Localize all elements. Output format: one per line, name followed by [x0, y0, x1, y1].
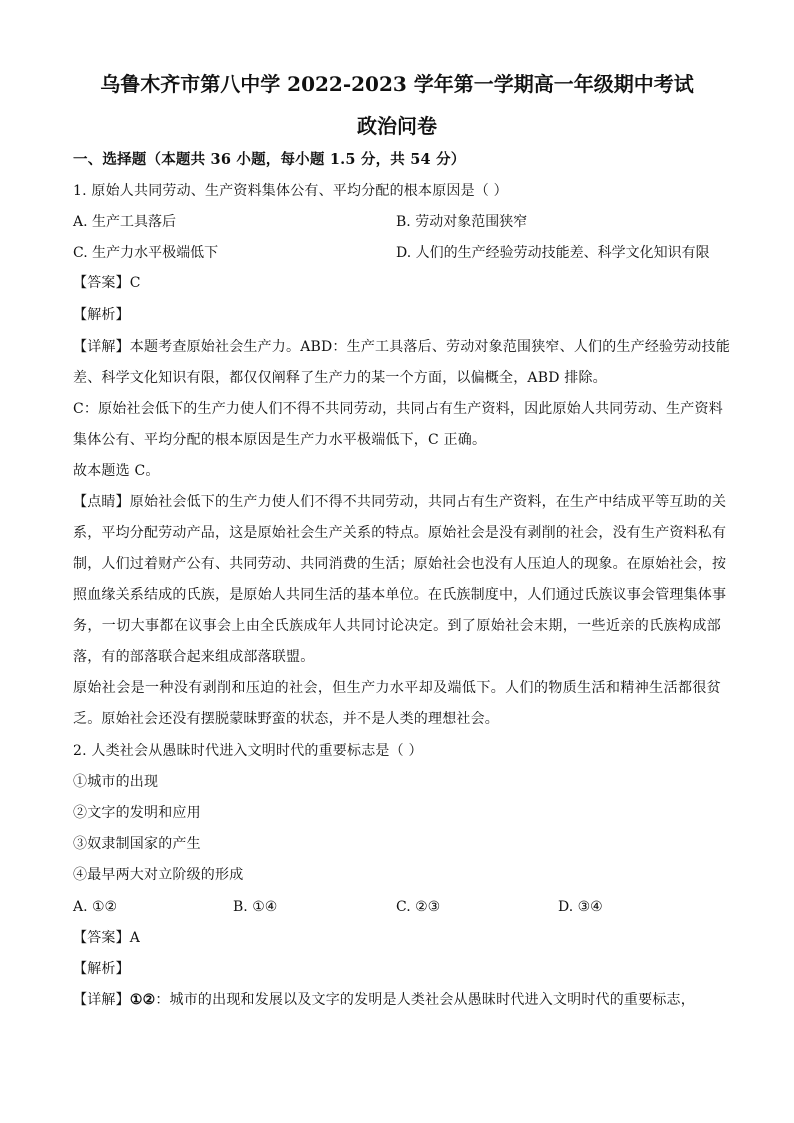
- exam-subtitle: 政治问卷: [357, 114, 437, 138]
- q1-option-a: A. 生产工具落后: [73, 214, 177, 230]
- q2-detail-text: ：城市的出现和发展以及文字的发明是人类社会从愚昧时代进入文明时代的重要标志，: [155, 992, 695, 1008]
- q1-stem: 1. 原始人共同劳动、生产资料集体公有、平均分配的根本原因是（ ）: [73, 183, 508, 199]
- q2-item-1: ①城市的出现: [73, 774, 159, 790]
- q1-comment-line-7: 原始社会是一种没有剥削和压迫的社会，但生产力水平却及端低下。人们的物质生活和精神生活都很贫: [73, 680, 721, 696]
- q2-detail-line-1: [73, 990, 721, 1010]
- q1-comment-line-8: 乏。原始社会还没有摆脱蒙昧野蛮的状态，并不是人类的理想社会。: [73, 711, 499, 727]
- q1-comment-line-6: 落，有的部落联合起来组成部落联盟。: [73, 649, 315, 665]
- q2-item-3: ③奴隶制国家的产生: [73, 836, 201, 852]
- q1-detail-line-2: 差、科学文化知识有限，都仅仅阐释了生产力的某一个方面，以偏概全，ABD 排除。: [73, 370, 607, 386]
- q1-option-c: C. 生产力水平极端低下: [73, 245, 219, 261]
- q1-comment-line-1: 【点睛】原始社会低下的生产力使人们不得不共同劳动，共同占有生产资料，在生产中结成平等互助的关: [73, 494, 727, 510]
- q1-detail-line-3: C：原始社会低下的生产力使人们不得不共同劳动，共同占有生产资料，因此原始人共同劳动、生产资料: [73, 401, 723, 417]
- q1-detail-line-5: 故本题选 C。: [73, 463, 160, 479]
- q1-comment-line-3: 制，人们过着财产公有、共同劳动、共同消费的生活；原始社会也没有人压迫人的现象。在原始社会，按: [73, 556, 727, 572]
- q2-option-b: B. ①④: [233, 899, 278, 915]
- q2-detail-label: 【详解】: [73, 992, 130, 1008]
- q2-analysis-label: 【解析】: [73, 961, 130, 977]
- q1-comment-line-5: 务，一切大事都在议事会上由全氏族成年人共同讨论决定。到了原始社会末期，一些近亲的氏族构成部: [73, 618, 721, 634]
- q2-detail-bold-choices: ①②: [129, 992, 156, 1008]
- q2-option-a: A. ①②: [73, 899, 118, 915]
- exam-title: 乌鲁木齐市第八中学 2022-2023 学年第一学期高一年级期中考试: [100, 72, 694, 96]
- section-heading: 一、选择题（本题共 36 小题，每小题 1.5 分，共 54 分）: [73, 151, 466, 168]
- q1-option-b: B. 劳动对象范围狭窄: [396, 214, 528, 230]
- q1-option-d: D. 人们的生产经验劳动技能差、科学文化知识有限: [396, 245, 710, 261]
- q2-answer: 【答案】A: [73, 930, 141, 946]
- q1-detail-line-4: 集体公有、平均分配的根本原因是生产力水平极端低下，C 正确。: [73, 432, 487, 448]
- q2-item-4: ④最早两大对立阶级的形成: [73, 867, 244, 883]
- q1-comment-line-2: 系，平均分配劳动产品，这是原始社会生产关系的特点。原始社会是没有剥削的社会，没有生产资料私有: [73, 525, 727, 541]
- q2-option-d: D. ③④: [558, 899, 603, 915]
- q1-analysis-label: 【解析】: [73, 307, 130, 323]
- q1-comment-line-4: 照血缘关系结成的氏族，是原始人共同生活的基本单位。在氏族制度中，人们通过氏族议事会管理集体事: [73, 587, 727, 603]
- q1-answer: 【答案】C: [73, 275, 141, 291]
- q1-detail-line-1: 【详解】本题考查原始社会生产力。ABD：生产工具落后、劳动对象范围狭窄、人们的生产经验劳动技能: [73, 339, 731, 355]
- q2-stem: 2. 人类社会从愚昧时代进入文明时代的重要标志是（ ）: [73, 743, 423, 759]
- q2-item-2: ②文字的发明和应用: [73, 805, 201, 821]
- q2-option-c: C. ②③: [396, 899, 441, 915]
